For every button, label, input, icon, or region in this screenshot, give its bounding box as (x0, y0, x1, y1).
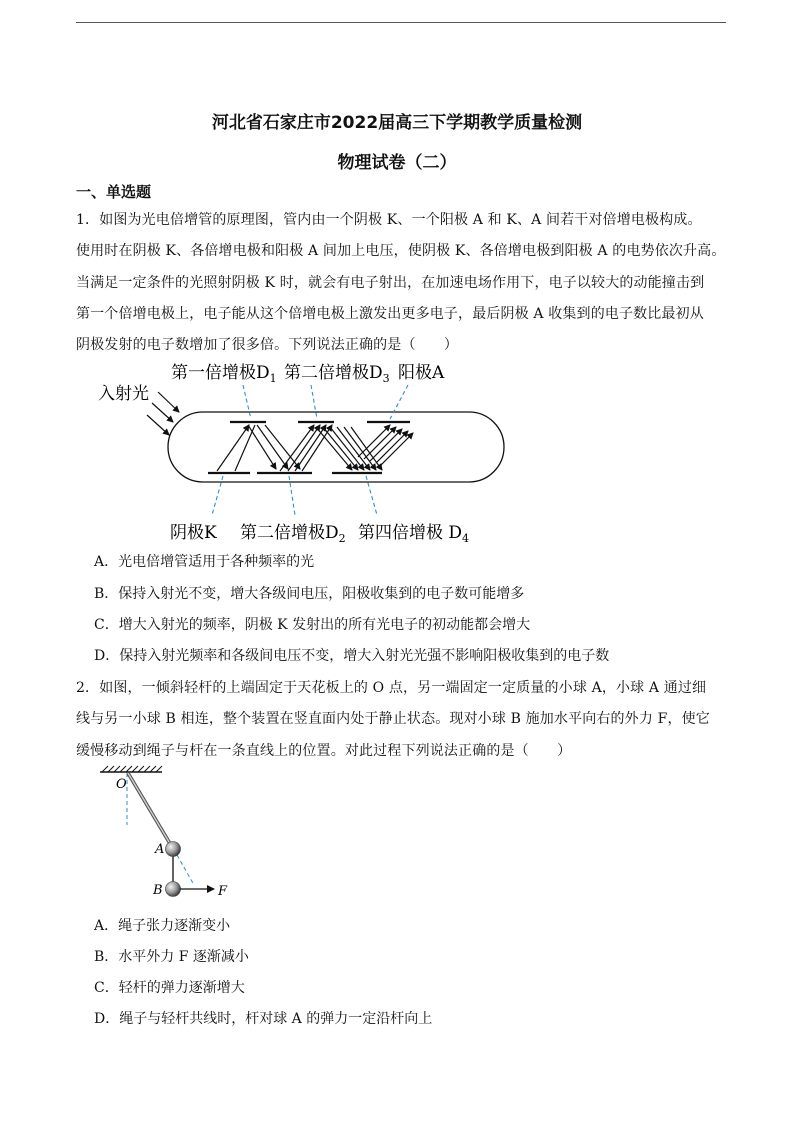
q2-option-b: B．水平外力 F 逐渐减小 (94, 949, 249, 965)
d2-label: 第二倍增极$D_2$ (240, 523, 346, 545)
d3-label: 第二倍增极$D_3$ (284, 363, 390, 385)
q1-line-3: 当满足一定条件的光照射阴极 K 时，就会有电子射出，在加速电场作用下，电子以较大的动能撞击到 (76, 275, 705, 291)
q1-option-c: C．增大入射光的频率，阴极 K 发射出的所有光电子的初动能都会增大 (94, 617, 531, 633)
exam-title: 河北省石家庄市2022届高三下学期教学质量检测 (211, 113, 583, 133)
label-b: B (153, 883, 163, 898)
q2-option-a: A．绳子张力逐渐变小 (94, 918, 231, 934)
q1-line-5: 阴极发射的电子数增加了很多倍。下列说法正确的是（ ） (76, 337, 459, 353)
q1-line-4: 第一个倍增电极上，电子能从这个倍增电极上激发出更多电子，最后阴极 A 收集到的电子数比最初从 (76, 306, 704, 322)
d4-label: 第四倍增极 $D_4$ (358, 523, 470, 545)
incident-light-label: 入射光 (98, 384, 149, 404)
cathode-label: 阴极K (170, 523, 217, 543)
q1-option-a: A．光电倍增管适用于各种频率的光 (94, 554, 315, 570)
d1-label: 第一倍增极$D_1$ (171, 363, 277, 385)
photomultiplier-figure (90, 355, 510, 545)
anode-label: 阳极A (398, 363, 445, 383)
ball-b (166, 882, 181, 897)
q2-line-1: 2．如图，一倾斜轻杆的上端固定于天花板上的 O 点，另一端固定一定质量的小球 A，小球 A 通过细 (76, 680, 707, 696)
label-o: O (116, 777, 127, 792)
label-f: F (218, 884, 228, 899)
exam-subtitle: 物理试卷（二） (337, 153, 457, 173)
q2-option-c: C．轻杆的弹力逐渐增大 (94, 980, 245, 996)
q2-option-d: D．绳子与轻杆共线时，杆对球 A 的弹力一定沿杆向上 (94, 1011, 433, 1027)
section-heading: 一、单选题 (76, 183, 152, 201)
q1-line-1: 1．如图为光电倍增管的原理图，管内由一个阴极 K、一个阳极 A 和 K、A 间若干对倍增电极构成。 (76, 212, 702, 228)
q2-line-2: 线与另一小球 B 相连，整个装置在竖直面内处于静止状态。现对小球 B 施加水平向右的外力 F，使它 (76, 711, 710, 727)
rod-ball-figure (90, 765, 250, 905)
ball-a (166, 842, 181, 857)
q1-line-2: 使用时在阴极 K、各倍增电极和阳极 A 间加上电压，使阴极 K、各倍增电极到阳极 A 的电势依次升高。 (76, 243, 726, 259)
tube-outline (168, 412, 504, 482)
q1-option-d: D．保持入射光频率和各级间电压不变，增大入射光光强不影响阳极收集到的电子数 (94, 648, 610, 664)
q1-option-b: B．保持入射光不变，增大各级间电压，阳极收集到的电子数可能增多 (94, 586, 525, 602)
label-a: A (155, 842, 165, 857)
header-rule (76, 22, 726, 23)
q2-line-3: 缓慢移动到绳子与杆在一条直线上的位置。对此过程下列说法正确的是（ ） (76, 743, 572, 759)
